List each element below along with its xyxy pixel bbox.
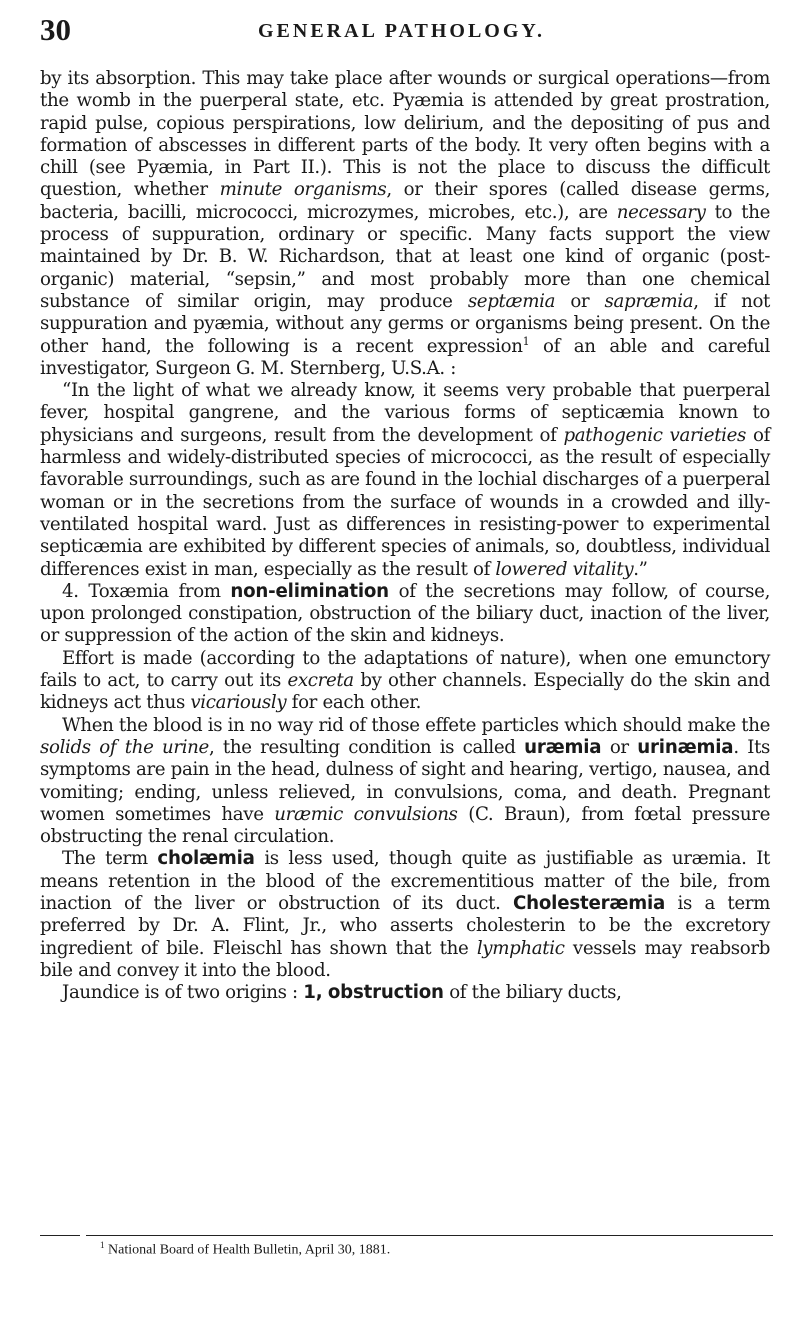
page-header	[40, 12, 770, 52]
paragraph-cholaemia: The term cholæmia is less used, though quite as justifiable as uræmia. It means retention in the blood of the excrementitious matter of the bile, from inaction of the liver or obstruction of its duct. Cholesteræmia is a term preferred by Dr. A. Flint, Jr., who asserts cholesterin to be the excretory ingredient of bile. Fleischl has shown that the lymphatic vessels may reabsorb bile and convey it into the blood.	[40, 848, 770, 981]
page-number: 30	[40, 12, 71, 47]
paragraph-toxaemia: 4. Toxæmia from non-elimination of the secretions may follow, of course, upon prolonged constipation, obstruction of the biliary duct, inaction of the liver, or suppression of the action of the skin and kidneys.	[40, 580, 770, 647]
paragraph-pyaemia: by its absorption. This may take place after wounds or surgical operations—from the womb in the puerperal state, etc. Pyæmia is attended by great prostration, rapid pulse, copious perspirations, low delirium, and the depositing of pus and formation of abscesses in different parts of the body. It very often begins with a chill (see Pyæmia, in Part II.). This is not the place to discuss the difficult question, whether minute organisms, or their spores (called disease germs, bacteria, bacilli, micrococci, microzymes, microbes, etc.), are necessary to the process of suppuration, ordinary or specific. Many facts support the view maintained by Dr. B. W. Richardson, that at least one kind of organic (post-organic) material, “sepsin,” and most probably more than one chemical substance of similar origin, may produce septæmia or sapræmia, if not suppuration and pyæmia, without any germs or organisms being present. On the other hand, the following is a recent expression$^1$ of an able and careful investigator, Surgeon G. M. Sternberg, U.S.A. :	[40, 68, 771, 379]
paragraph-uraemia: When the blood is in no way rid of those effete particles which should make the solids of the urine, the resulting condition is called uræmia or urinæmia. Its symptoms are pain in the head, dulness of sight and hearing, vertigo, nausea, and vomiting; ending, unless relieved, in convulsions, coma, and death. Pregnant women sometimes have uræmic convulsions (C. Braun), from fœtal pressure obstructing the renal circulation.	[40, 714, 771, 848]
body-text	[40, 68, 770, 1004]
paragraph-jaundice: Jaundice is of two origins : 1, obstruction of the biliary ducts,	[62, 982, 622, 1004]
running-title: GENERAL PATHOLOGY.	[258, 20, 546, 42]
paragraph-quotation: “In the light of what we already know, it seems very probable that puerperal fever, hospital gangrene, and the various forms of septicæmia known to physicians and surgeons, result from the development of pathogenic varieties of harmless and widely-distributed species of micrococci, as the result of especially favorable surroundings, such as are found in the lochial discharges of a puerperal woman or in the secretions from the surface of wounds in a crowded and illy-ventilated hospital ward. Just as differences in resisting-power to experimental septicæmia are exhibited by different species of animals, so, doubtless, individual differences exist in man, especially as the result of lowered vitality.”	[40, 380, 770, 580]
footnote-rule-short	[40, 1235, 80, 1236]
paragraph-emunctory: Effort is made (according to the adaptations of nature), when one emunctory fails to act, to carry out its excreta by other channels. Especially do the skin and kidneys act thus vicariously for each other.	[40, 647, 770, 714]
footnote-rule	[86, 1235, 773, 1236]
footnote	[100, 1240, 390, 1259]
footnote-reference: 1	[522, 334, 530, 348]
footnote-marker: 1	[100, 1240, 105, 1250]
footnote-text: National Board of Health Bulletin, April 30, 1881.	[104, 1242, 391, 1258]
